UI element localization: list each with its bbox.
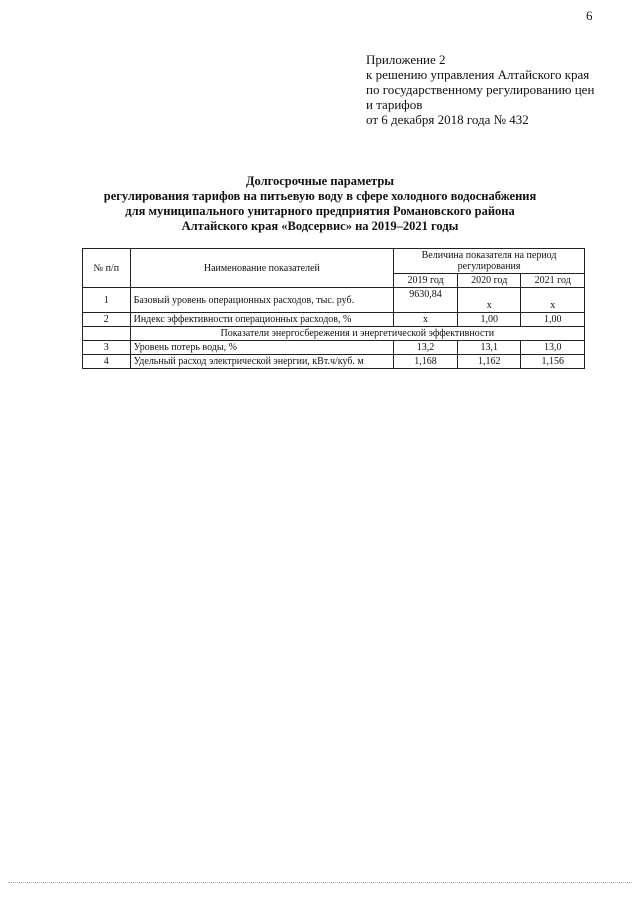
section-header: Показатели энергосбережения и энергетической эффективности (130, 327, 584, 341)
table-row (83, 341, 585, 355)
row-name: Индекс эффективности операционных расходов, % (130, 313, 393, 327)
row-value: х (458, 288, 521, 313)
table-row (83, 313, 585, 327)
page-number: 6 (586, 8, 593, 23)
title-line: Долгосрочные параметры (245, 174, 395, 188)
row-num: 1 (83, 288, 131, 313)
row-value: х (521, 288, 585, 313)
row-name: Базовый уровень операционных расходов, тыс. руб. (130, 288, 393, 313)
header-year: 2020 год (458, 274, 521, 288)
row-num: 3 (83, 341, 131, 355)
header-name: Наименование показателей (130, 249, 393, 288)
table-header-row (83, 249, 585, 274)
row-value: 1,162 (458, 355, 521, 369)
header-num: № п/п (83, 249, 131, 288)
header-period: Величина показателя на период регулирования (394, 249, 585, 274)
appendix-line: по государственному регулированию цен (366, 82, 595, 97)
title-line: регулирования тарифов на питьевую воду в сфере холодного водоснабжения (103, 189, 537, 203)
row-value: 1,168 (394, 355, 458, 369)
row-value: 1,00 (521, 313, 585, 327)
row-value: х (394, 313, 458, 327)
row-value: 1,00 (458, 313, 521, 327)
document-title (0, 174, 640, 234)
row-value: 9630,84 (394, 288, 458, 313)
row-value: 13,2 (394, 341, 458, 355)
row-value: 1,156 (521, 355, 585, 369)
title-line: Алтайского края «Водсервис» на 2019–2021 годы (181, 219, 459, 233)
row-num: 4 (83, 355, 131, 369)
row-num: 2 (83, 313, 131, 327)
header-year: 2021 год (521, 274, 585, 288)
row-name: Уровень потерь воды, % (130, 341, 393, 355)
table-row (83, 355, 585, 369)
section-header-row (83, 327, 585, 341)
parameters-table (82, 248, 585, 369)
row-value: 13,0 (521, 341, 585, 355)
section-spacer (83, 327, 131, 341)
row-name: Удельный расход электрической энергии, кВт.ч/куб. м (130, 355, 393, 369)
appendix-line: Приложение 2 (366, 52, 446, 67)
scan-edge-divider (8, 882, 632, 883)
header-year: 2019 год (394, 274, 458, 288)
table-row (83, 288, 585, 313)
title-line: для муниципального унитарного предприятия Романовского района (125, 204, 515, 218)
appendix-line: к решению управления Алтайского края (366, 67, 590, 82)
row-value: 13,1 (458, 341, 521, 355)
appendix-block (366, 52, 594, 127)
appendix-line: от 6 декабря 2018 года № 432 (366, 112, 529, 127)
appendix-line: и тарифов (366, 97, 423, 112)
